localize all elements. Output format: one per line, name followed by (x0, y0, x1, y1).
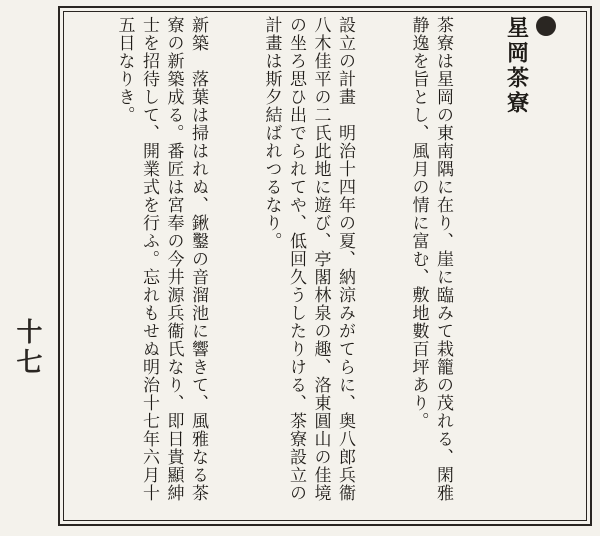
paragraph-plan: 設立の計畫 明治十四年の夏、納涼みがてらに、奥八郎兵衞八木佳平の二氏此地に遊び、亭閣林泉の趣、洛東圓山の佳境の坐ろ思ひ出でられてや、低回久うしたりける、茶寮設立の計畫は斯夕結ばれつるなり。 (261, 16, 355, 502)
vertical-text-body (68, 16, 580, 516)
text-frame (58, 6, 592, 526)
paragraph-construction: 新築 落葉は掃はれぬ、鍬鑿の音溜池に響きて、風雅なる茶寮の新築成る。番匠は宮奉の今井源兵衞氏なり、即日貴顯紳士を招待して、開業式を行ふ。忘れもせぬ明治十七年六月十五日なりき。 (114, 16, 208, 502)
section-title: 星岡茶寮 (503, 16, 530, 116)
page-number: 十七 (12, 318, 42, 378)
paragraph-intro: 茶寮は星岡の東南隅に在り、崖に臨みて栽籠の茂れる、閑雅静逸を旨とし、風月の情に富む、敷地數百坪あり。 (408, 16, 453, 502)
section-mark-icon (536, 16, 556, 36)
